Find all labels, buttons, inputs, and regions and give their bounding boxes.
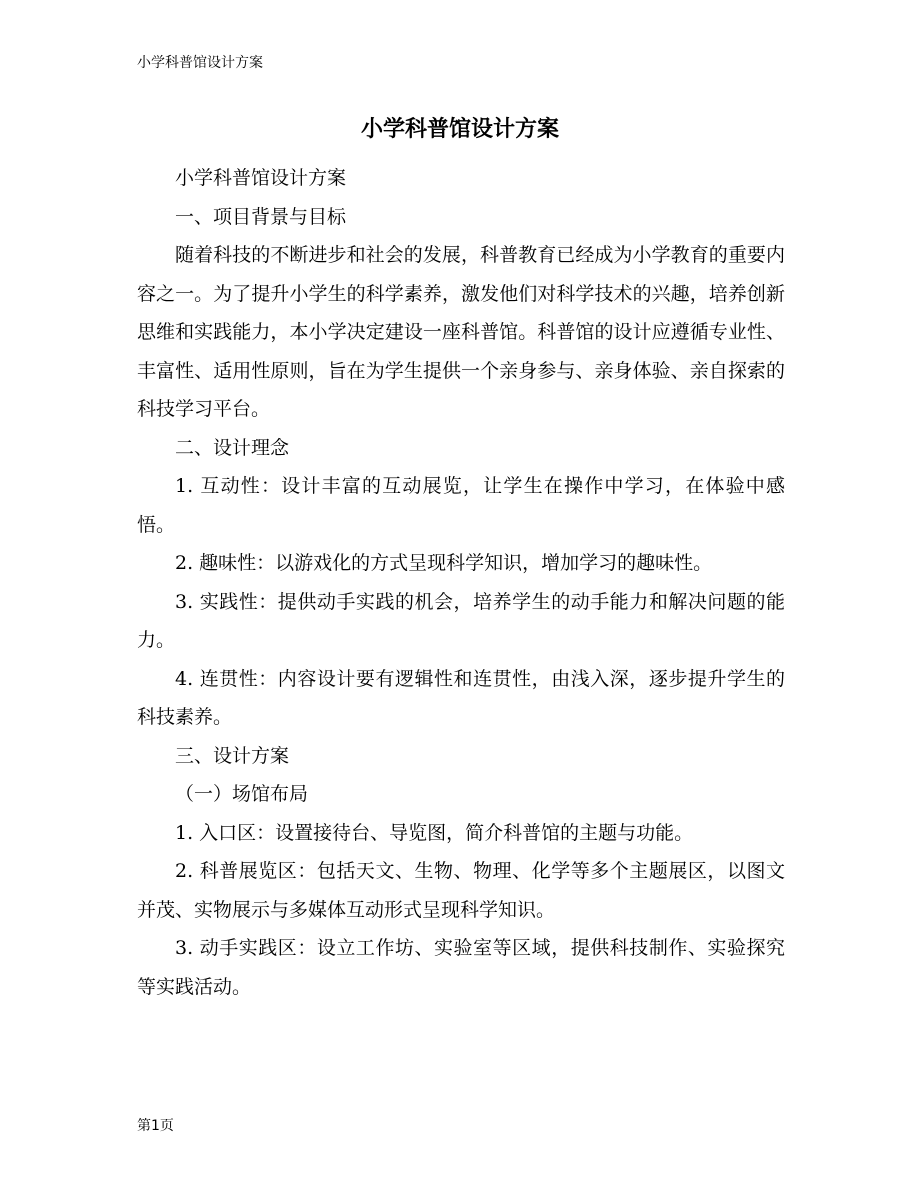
list-item-exhibition: 2. 科普展览区：包括天文、生物、物理、化学等多个主题展区，以图文并茂、实物展示与多媒体互动形式呈现科学知识。 — [137, 860, 785, 921]
paragraph-background: 随着科技的不断进步和社会的发展，科普教育已经成为小学教育的重要内容之一。为了提升小学生的科学素养，激发他们对科学技术的兴趣，培养创新思维和实践能力，本小学决定建设一座科普馆。科普馆的设计应遵循专业性、丰富性、适用性原则，旨在为学生提供一个亲身参与、亲身体验、亲自探索的科技学习平台。 — [137, 244, 785, 420]
list-item-coherence: 4. 连贯性：内容设计要有逻辑性和连贯性，由浅入深，逐步提升学生的科技素养。 — [137, 667, 785, 728]
list-item-handson: 3. 动手实践区：设立工作坊、实验室等区域，提供科技制作、实验探究等实践活动。 — [137, 937, 785, 998]
list-item-fun: 2. 趣味性：以游戏化的方式呈现科学知识，增加学习的趣味性。 — [175, 552, 713, 574]
document-body — [137, 159, 785, 1006]
paragraph-subtitle: 小学科普馆设计方案 — [175, 167, 347, 189]
list-item-practice: 3. 实践性：提供动手实践的机会，培养学生的动手能力和解决问题的能力。 — [137, 590, 785, 651]
list-item-interactivity: 1. 互动性：设计丰富的互动展览，让学生在操作中学习，在体验中感悟。 — [137, 475, 785, 536]
section-heading-background: 一、项目背景与目标 — [175, 205, 347, 228]
section-heading-plan: 三、设计方案 — [175, 744, 290, 767]
section-heading-concept: 二、设计理念 — [175, 436, 290, 459]
page-number: 第1页 — [137, 1118, 174, 1134]
list-item-entrance: 1. 入口区：设置接待台、导览图，简介科普馆的主题与功能。 — [175, 821, 694, 844]
subsection-heading-layout: （一）场馆布局 — [175, 783, 309, 805]
document-title: 小学科普馆设计方案 — [360, 117, 559, 142]
running-header: 小学科普馆设计方案 — [137, 55, 263, 71]
